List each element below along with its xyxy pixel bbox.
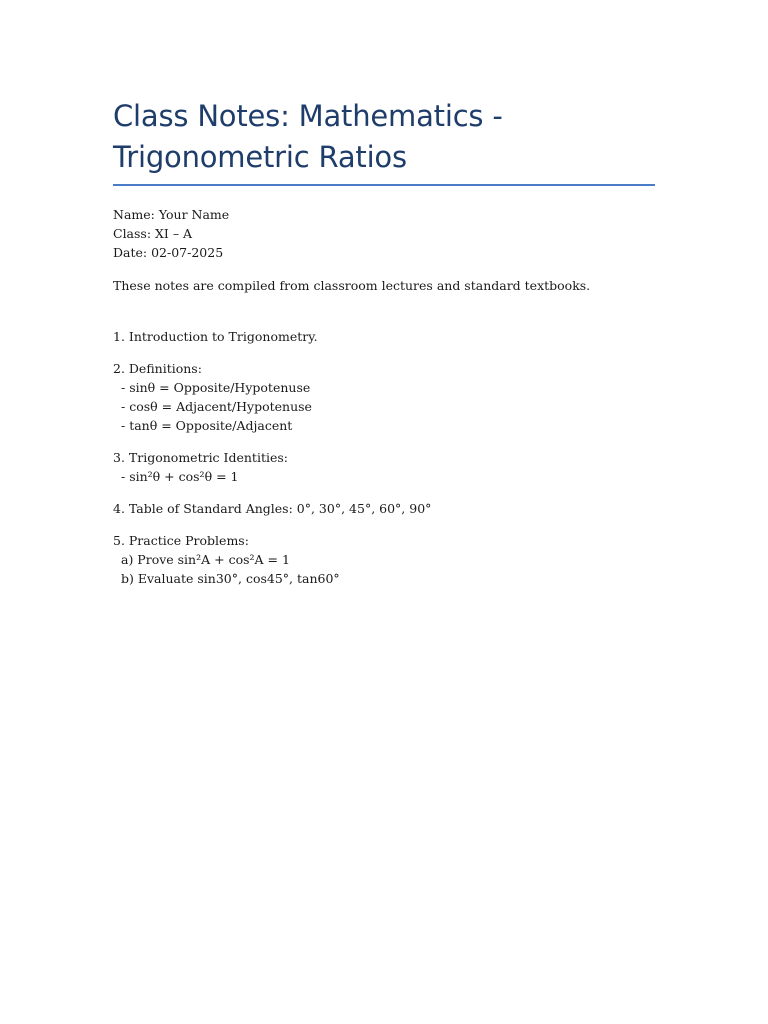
definition-tan: - tanθ = Opposite/Adjacent xyxy=(121,418,293,433)
document-page xyxy=(113,96,655,601)
identity-pythagorean: - sin²θ + cos²θ = 1 xyxy=(121,469,239,484)
intro-paragraph: These notes are compiled from classroom lectures and standard textbooks. xyxy=(113,278,591,293)
section-heading: 3. Trigonometric Identities: xyxy=(113,450,288,465)
student-info xyxy=(113,205,655,262)
section-definitions xyxy=(113,359,655,435)
definition-cos: - cosθ = Adjacent/Hypotenuse xyxy=(121,399,312,414)
section-heading: 2. Definitions: xyxy=(113,361,202,376)
name-field: Name: Your Name xyxy=(113,207,230,222)
section-practice-problems xyxy=(113,531,655,588)
section-heading: 4. Table of Standard Angles: 0°, 30°, 45°, 60°, 90° xyxy=(113,501,432,516)
title-line-1: Class Notes: Mathematics - xyxy=(113,99,503,133)
section-heading: 5. Practice Problems: xyxy=(113,533,249,548)
document-title xyxy=(113,96,655,178)
class-field: Class: XI – A xyxy=(113,226,193,241)
section-standard-angles xyxy=(113,499,655,518)
title-divider xyxy=(113,184,655,186)
section-identities xyxy=(113,448,655,486)
section-heading: 1. Introduction to Trigonometry. xyxy=(113,329,318,344)
problem-b: b) Evaluate sin30°, cos45°, tan60° xyxy=(121,571,340,586)
date-field: Date: 02-07-2025 xyxy=(113,245,224,260)
definition-sin: - sinθ = Opposite/Hypotenuse xyxy=(121,380,311,395)
problem-a: a) Prove sin²A + cos²A = 1 xyxy=(121,552,290,567)
section-introduction xyxy=(113,327,655,346)
title-line-2: Trigonometric Ratios xyxy=(113,140,407,174)
notes-sections xyxy=(113,327,655,588)
